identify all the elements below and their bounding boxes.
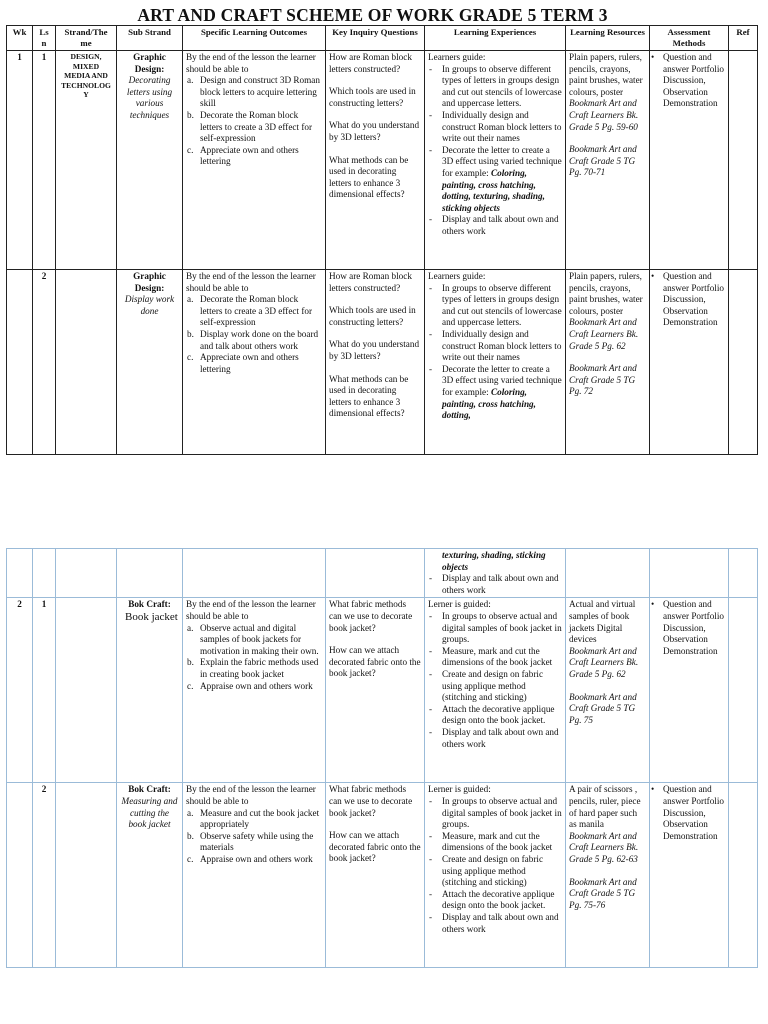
outcomes-list [186, 75, 322, 168]
cell-sub-strand [117, 783, 183, 968]
resources-learners-book: Bookmark Art and Craft Learners Bk. Grade 5 Pg. 62-63 [569, 830, 639, 864]
cell-assessment [650, 598, 729, 783]
cell-inquiry [326, 270, 425, 455]
scheme-table-page-1 [6, 25, 758, 455]
col-header-assessment: Assessment Methods [650, 26, 729, 51]
experience-item: - Individually design and construct Roman block letters to write out their names [429, 328, 562, 363]
bullet-icon: • [651, 52, 655, 62]
experiences-intro: Lerner is guided: [428, 784, 491, 795]
table-row [7, 783, 758, 968]
experience-item: - Display and talk about own and others work [429, 573, 559, 595]
resources-teachers-guide: Bookmark Art and Craft Grade 5 TG Pg. 72 [569, 363, 637, 397]
sub-strand-title: Bok Craft: [128, 599, 171, 610]
inquiry-question: What do you understand by 3D letters? [329, 339, 420, 361]
resources-teachers-guide: Bookmark Art and Craft Grade 5 TG Pg. 75 [569, 691, 637, 725]
resources-materials: Plain papers, rulers, pencils, crayons, paint brushes, water colours, poster [569, 52, 643, 97]
experiences-list [428, 550, 562, 596]
inquiry-question: What fabric methods can we use to decorate book jacket? [329, 784, 413, 818]
outcomes-list [186, 623, 322, 693]
experiences-list [428, 611, 562, 750]
cell-strand [56, 598, 117, 783]
outcome-item: c. Appreciate own and others lettering [187, 352, 299, 374]
bullet-icon: • [651, 271, 655, 281]
outcome-item: a. Observe actual and digital samples of book jackets for motivation in making their own. [187, 622, 319, 656]
experience-item: - Display and talk about own and others work [429, 726, 559, 749]
table-row [7, 51, 758, 270]
resources-teachers-guide: Bookmark Art and Craft Grade 5 TG Pg. 70-71 [569, 144, 637, 178]
inquiry-question: How are Roman block letters constructed? [329, 52, 412, 74]
col-header-wk: Wk [7, 26, 33, 51]
experiences-intro: Learners guide: [428, 52, 486, 62]
col-header-sub-strand: Sub Strand [117, 26, 183, 51]
experience-item: - In groups to observe actual and digital samples of book jacket in groups. [429, 795, 562, 830]
outcome-item: c. Appreciate own and others lettering [187, 144, 299, 167]
outcome-item: b. Explain the fabric methods used in creating book jacket [187, 657, 319, 679]
cell-lesson: 2 [33, 270, 56, 455]
sub-strand-title: Graphic Design: [133, 271, 166, 293]
cell-inquiry [326, 51, 425, 270]
cell-week [7, 270, 33, 455]
document-title: ART AND CRAFT SCHEME OF WORK GRADE 5 TERM 3 [137, 5, 608, 25]
col-header-strand: Strand/The me [56, 26, 117, 51]
resources-materials: Actual and virtual samples of book jackets Digital devices [569, 599, 636, 645]
outcome-item: a. Design and construct 3D Roman block letters to acquire lettering skill [187, 75, 320, 109]
experience-item: - Attach the decorative applique design onto the book jacket. [429, 703, 555, 726]
outcomes-intro: By the end of the lesson the learner should be able to [186, 52, 316, 74]
experience-item: - Attach the decorative applique design onto the book jacket. [429, 888, 555, 911]
outcome-item: b. Decorate the Roman block letters to create a 3D effect for self-expression [187, 109, 313, 144]
cell-inquiry [326, 598, 425, 783]
outcome-item: b. Display work done on the board and talk about others work [187, 328, 319, 351]
outcome-item: a. Measure and cut the book jacket appropriately [187, 807, 320, 830]
col-header-outcomes: Specific Learning Outcomes [183, 26, 326, 51]
experiences-intro: Learners guide: [428, 271, 486, 281]
experience-item: - Create and design on fabric using applique method (stitching and sticking) [429, 853, 544, 888]
experience-item: - Measure, mark and cut the dimensions of the book jacket [429, 830, 553, 853]
sub-strand-detail: Measuring and cutting the book jacket [121, 795, 178, 830]
cell-lesson: 1 [33, 598, 56, 783]
experience-item: - In groups to observe different types of letters in groups design and cut out stencils of lowercase and uppercase letters. [429, 63, 562, 109]
cell-experiences [425, 51, 566, 270]
resources-materials: Plain papers, rulers, pencils, crayons, paint brushes, water colours, poster [569, 271, 643, 316]
sub-strand-detail: Display work done [124, 294, 175, 316]
cell-resources [566, 270, 650, 455]
cell-strand [56, 783, 117, 968]
outcomes-intro: By the end of the lesson the learner should be able to [186, 271, 316, 293]
cell-sub-strand [117, 270, 183, 455]
outcomes-list [186, 808, 322, 866]
cell-strand: DESIGN, MIXED MEDIA AND TECHNOLOG Y [56, 51, 117, 270]
experience-item: - Measure, mark and cut the dimensions of the book jacket [429, 645, 553, 668]
inquiry-question: What methods can be used in decorating letters to enhance 3 dimensional effects? [329, 373, 409, 419]
inquiry-question: Which tools are used in constructing letters? [329, 86, 416, 108]
resources-teachers-guide: Bookmark Art and Craft Grade 5 TG Pg. 75-76 [569, 876, 637, 910]
inquiry-question: What methods can be used in decorating letters to enhance 3 dimensional effects? [329, 154, 409, 200]
cell-week: 1 [7, 51, 33, 270]
cell-assessment [650, 270, 729, 455]
resources-materials: A pair of scissors , pencils, ruler, piece of hard paper such as manila [569, 784, 641, 830]
experience-item: - Create and design on fabric using applique method (stitching and sticking) [429, 668, 544, 703]
cell-ref [729, 51, 758, 270]
cell-ref [729, 270, 758, 455]
cell-ref [729, 783, 758, 968]
col-header-experiences: Learning Experiences [425, 26, 566, 51]
cell-resources [566, 598, 650, 783]
cell-lesson: 1 [33, 51, 56, 270]
experience-item: texturing, shading, sticking objects [442, 550, 546, 572]
outcomes-intro: By the end of the lesson the learner should be able to [186, 784, 316, 806]
resources-learners-book: Bookmark Art and Craft Learners Bk. Grade 5 Pg. 62 [569, 645, 639, 679]
assessment-methods: Question and answer Portfolio Discussion, Observation Demonstration [663, 52, 724, 109]
inquiry-question: What do you understand by 3D letters? [329, 120, 420, 142]
outcomes-intro: By the end of the lesson the learner should be able to [186, 599, 316, 621]
experiences-list [428, 796, 562, 935]
cell-outcomes [183, 783, 326, 968]
experience-item: - Decorate the letter to create a 3D effect using varied technique for example: Coloring, painting, cross hatching, dotting, texturing, shading, sticking objects [429, 144, 562, 213]
experiences-intro: Lerner is guided: [428, 599, 491, 610]
cell-inquiry [326, 783, 425, 968]
cell-outcomes [183, 270, 326, 455]
cell-assessment [650, 51, 729, 270]
inquiry-question: How are Roman block letters constructed? [329, 271, 412, 293]
sub-strand-title: Graphic Design: [133, 52, 166, 74]
cell-outcomes [183, 51, 326, 270]
inquiry-question: Which tools are used in constructing letters? [329, 305, 416, 327]
cell-experiences [425, 549, 566, 598]
resources-learners-book: Bookmark Art and Craft Learners Bk. Grade 5 Pg. 62 [569, 317, 639, 351]
bullet-icon: • [651, 599, 655, 610]
experience-item: - Display and talk about own and others work [429, 214, 559, 236]
scheme-table-page-2 [6, 548, 758, 968]
inquiry-question: How can we attach decorated fabric onto the book jacket? [329, 645, 421, 679]
cell-assessment [650, 783, 729, 968]
experiences-list [428, 283, 562, 422]
table-row [7, 270, 758, 455]
cell-resources [566, 783, 650, 968]
experience-item: - Display and talk about own and others work [429, 911, 559, 934]
assessment-methods: Question and answer Portfolio Discussion, Observation Demonstration [663, 784, 724, 841]
experience-item: - Decorate the letter to create a 3D effect using varied technique for example: Coloring, painting, cross hatching, dotting, [429, 363, 562, 421]
cell-lesson: 2 [33, 783, 56, 968]
sub-strand-detail: Decorating letters using various techniques [126, 75, 173, 120]
outcome-item: c. Appraise own and others work [187, 680, 313, 691]
cell-week [7, 783, 33, 968]
cell-resources [566, 51, 650, 270]
col-header-lsn: Ls n [33, 26, 56, 51]
outcomes-list [186, 294, 322, 375]
cell-experiences [425, 783, 566, 968]
outcome-item: b. Observe safety while using the materials [187, 830, 314, 853]
cell-strand [56, 270, 117, 455]
experience-item: - Individually design and construct Roman block letters to write out their names [429, 109, 562, 144]
assessment-methods: Question and answer Portfolio Discussion, Observation Demonstration [663, 271, 724, 328]
experience-item: - In groups to observe different types of letters in groups design and cut out stencils of lowercase and uppercase letters. [429, 282, 562, 328]
table-row [7, 598, 758, 783]
experiences-list [428, 64, 562, 238]
experience-item: - In groups to observe actual and digital samples of book jacket in groups. [429, 610, 562, 645]
header-row [7, 26, 758, 51]
cell-ref [729, 598, 758, 783]
cell-sub-strand [117, 598, 183, 783]
inquiry-question: What fabric methods can we use to decorate book jacket? [329, 599, 413, 633]
col-header-ref: Ref [729, 26, 758, 51]
col-header-resources: Learning Resources [566, 26, 650, 51]
outcome-item: a. Decorate the Roman block letters to create a 3D effect for self-expression [187, 294, 313, 328]
resources-learners-book: Bookmark Art and Craft Learners Bk. Grade 5 Pg. 59-60 [569, 98, 639, 132]
cell-week: 2 [7, 598, 33, 783]
outcome-item: c. Appraise own and others work [187, 853, 313, 864]
cell-experiences [425, 598, 566, 783]
table-row-continuation [7, 549, 758, 598]
col-header-inquiry: Key Inquiry Questions [326, 26, 425, 51]
bullet-icon: • [651, 784, 655, 795]
assessment-methods: Question and answer Portfolio Discussion, Observation Demonstration [663, 599, 724, 656]
cell-outcomes [183, 598, 326, 783]
cell-experiences [425, 270, 566, 455]
cell-sub-strand [117, 51, 183, 270]
inquiry-question: How can we attach decorated fabric onto the book jacket? [329, 830, 421, 864]
sub-strand-title: Bok Craft: [128, 784, 171, 795]
sub-strand-detail: Book jacket [125, 610, 178, 623]
